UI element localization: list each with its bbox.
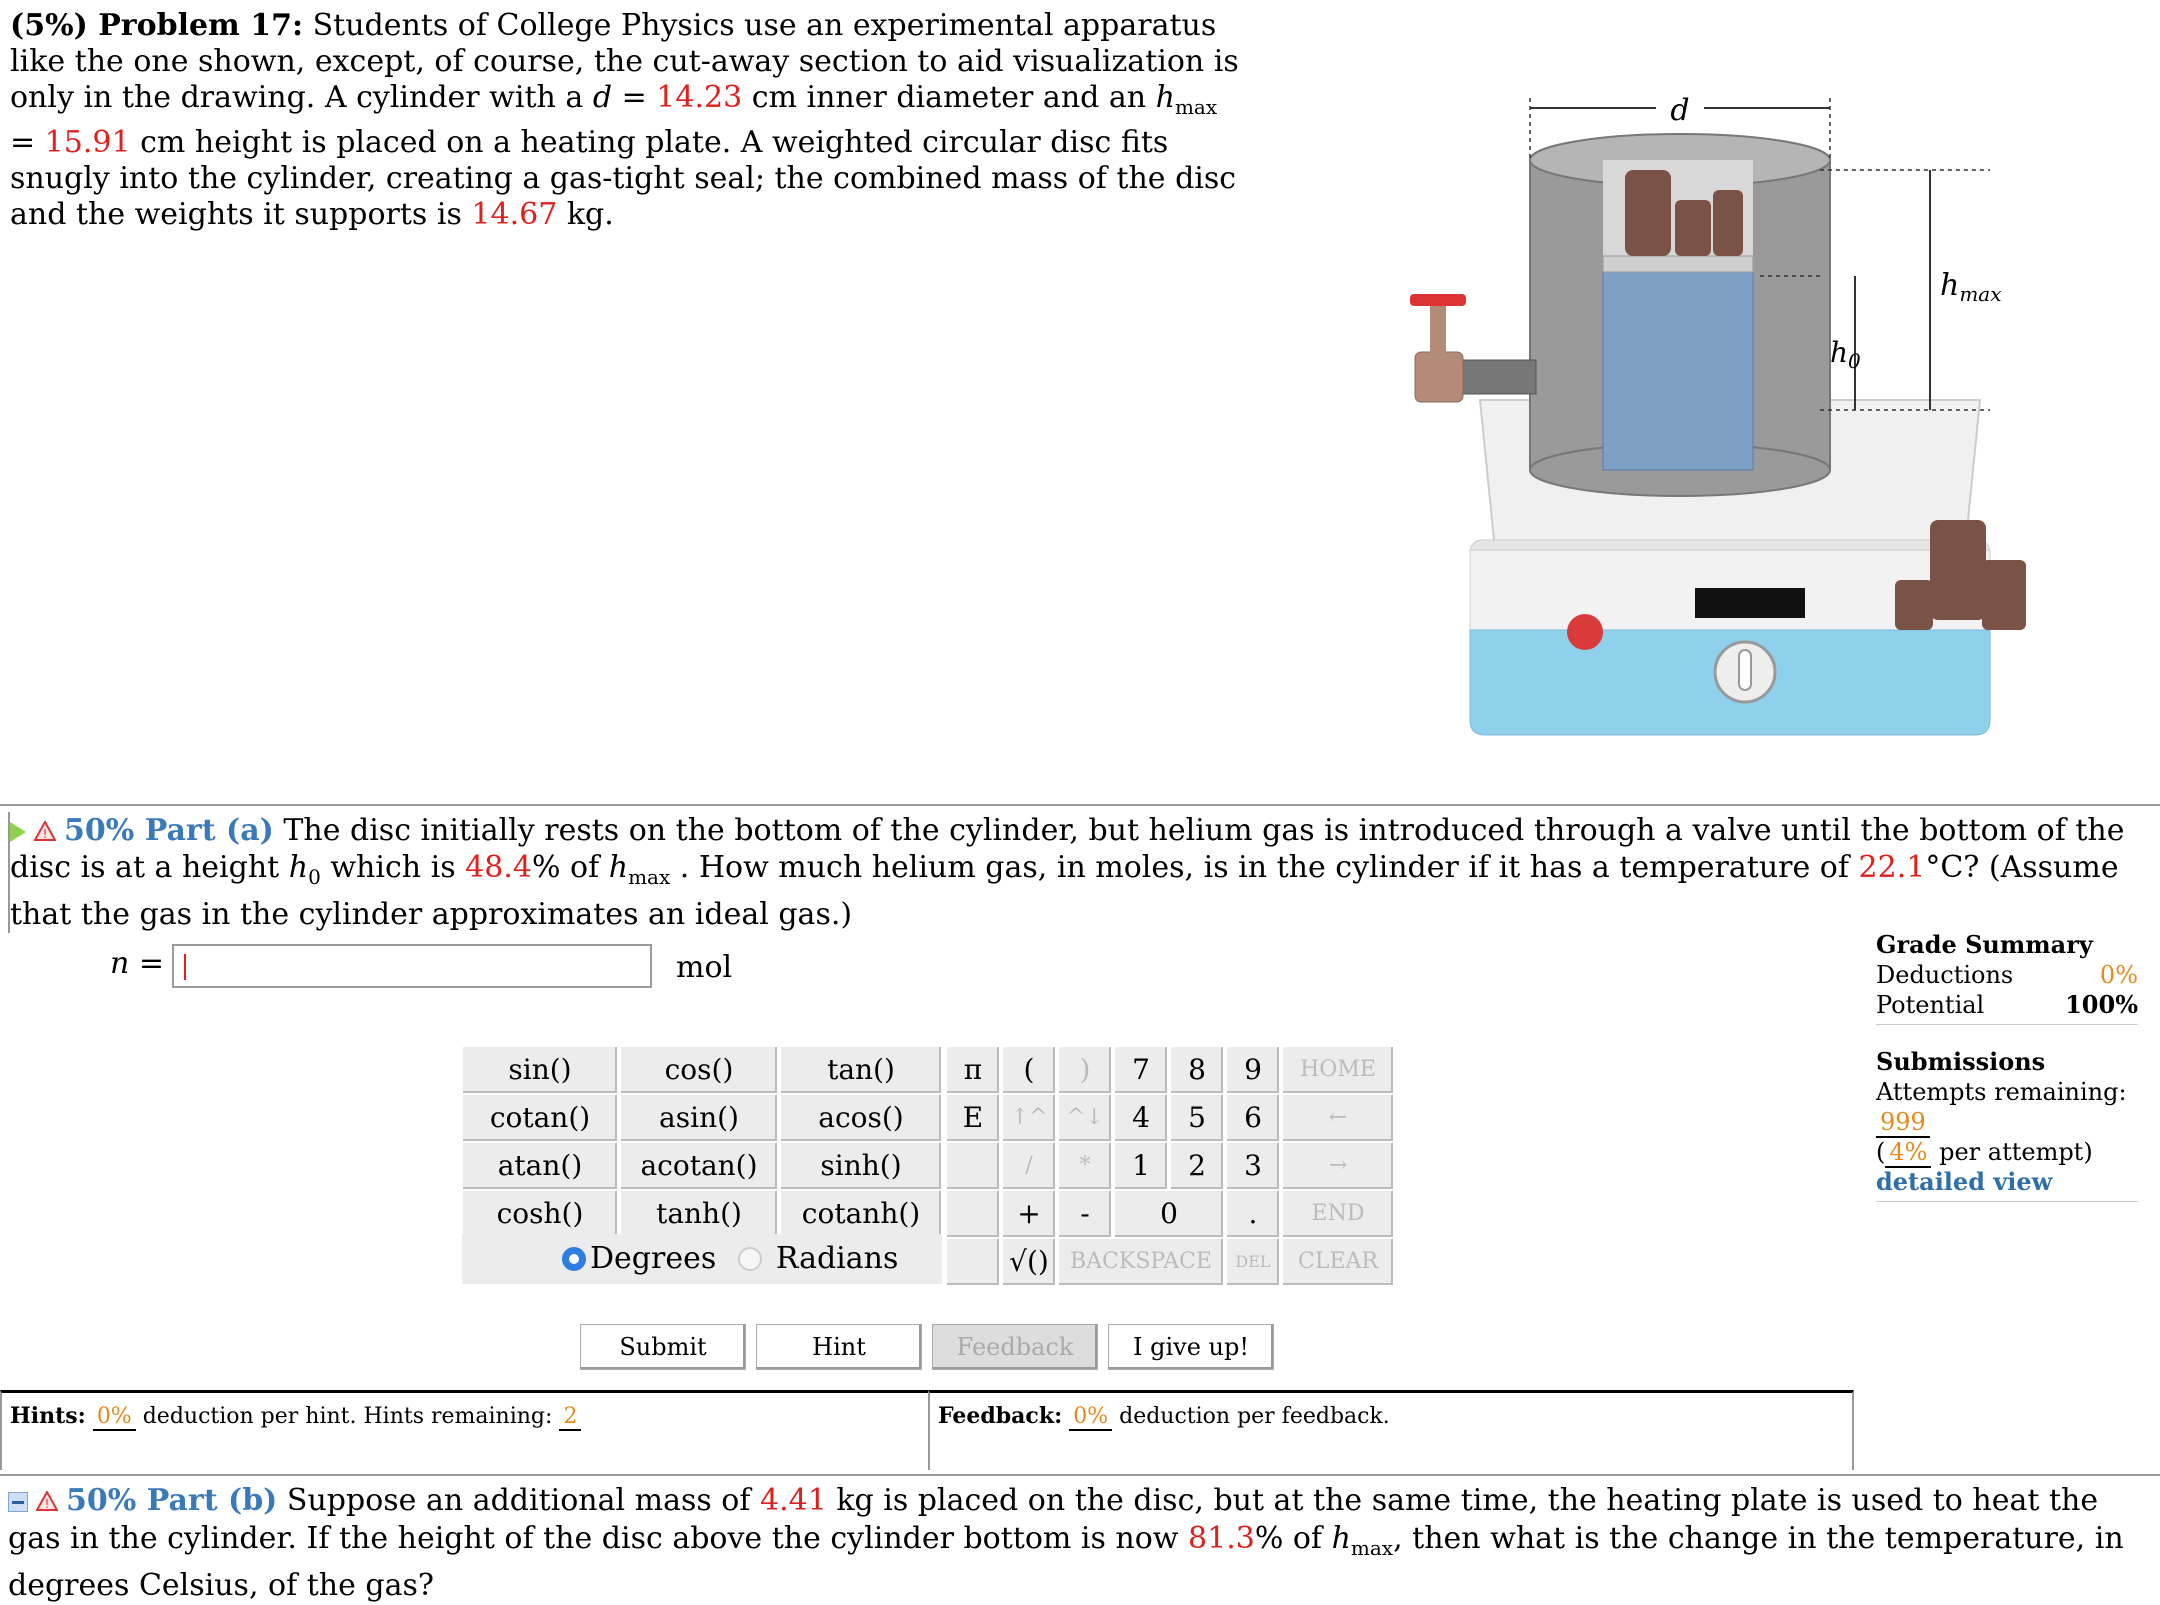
part-b-text-2: kg is placed on the disc, but at the same time, the heating plate is used to heat the gas in the cylinder. If the height of the disc above the cylinder bottom is now — [8, 1483, 2099, 1556]
key-down[interactable]: ^↓ — [1058, 1094, 1112, 1142]
deductions-row — [1876, 960, 2138, 990]
warning-icon — [34, 821, 56, 841]
part-a-temperature: 22.1 — [1858, 850, 1926, 885]
part-b-text-1: Suppose an additional mass of — [286, 1483, 751, 1518]
mass-value: 14.67 — [471, 197, 558, 232]
part-a-percent: 48.4 — [465, 850, 532, 885]
key-rparen[interactable]: ) — [1058, 1046, 1112, 1094]
key-tan[interactable]: tan() — [780, 1046, 942, 1094]
part-a-question — [8, 812, 2150, 933]
key-sqrt[interactable]: √() — [1002, 1238, 1056, 1286]
key-3[interactable]: 3 — [1226, 1142, 1280, 1190]
potential-row — [1876, 990, 2138, 1025]
svg-text:!: ! — [44, 1497, 50, 1511]
answer-label: n = — [110, 946, 164, 981]
attempts-label: Attempts remaining: — [1876, 1078, 2127, 1106]
key-up[interactable]: ↑^ — [1002, 1094, 1056, 1142]
detailed-view-link[interactable]: detailed view — [1876, 1167, 2053, 1196]
d-dim-label: d — [1670, 93, 1690, 128]
key-8[interactable]: 8 — [1170, 1046, 1224, 1094]
key-7[interactable]: 7 — [1114, 1046, 1168, 1094]
part-a-text-3: % of — [531, 850, 600, 885]
key-divide[interactable]: / — [1002, 1142, 1056, 1190]
key-blank-3 — [946, 1238, 1000, 1286]
part-b-mass: 4.41 — [760, 1483, 827, 1518]
svg-text:!: ! — [42, 827, 48, 841]
key-acotan[interactable]: acotan() — [620, 1142, 778, 1190]
feedback-text: deduction per feedback. — [1119, 1404, 1390, 1429]
problem-text-2: cm inner diameter and an — [751, 80, 1147, 115]
submissions-title: Submissions — [1876, 1047, 2046, 1076]
key-cos[interactable]: cos() — [620, 1046, 778, 1094]
h0-dim-label: $h_0$ — [1830, 336, 1861, 373]
answer-unit: mol — [676, 950, 733, 985]
radians-label[interactable]: Radians — [775, 1241, 899, 1276]
d-symbol: d — [592, 80, 613, 115]
key-asin[interactable]: asin() — [620, 1094, 778, 1142]
key-right[interactable]: → — [1282, 1142, 1394, 1190]
key-blank-1 — [946, 1142, 1000, 1190]
feedback-label: Feedback: — [938, 1403, 1063, 1429]
attempts-value: 999 — [1876, 1108, 1930, 1138]
hints-percent: 0% — [93, 1404, 136, 1431]
feedback-panel — [928, 1390, 1854, 1470]
part-b-section — [0, 1474, 2160, 1603]
key-left[interactable]: ← — [1282, 1094, 1394, 1142]
key-plus[interactable]: + — [1002, 1190, 1056, 1238]
hmax-symbol-b: h — [1331, 1521, 1351, 1556]
degrees-label[interactable]: Degrees — [590, 1241, 717, 1276]
part-b-text-4: , then what is the change in the temperature, in degrees Celsius, of the gas? — [8, 1521, 2124, 1603]
degrees-radio[interactable] — [562, 1247, 586, 1271]
part-a-text-1: The disc initially rests on the bottom of the cylinder, but helium gas is introduced through a valve until the bottom of the disc is at a height — [10, 813, 2125, 885]
problem-text-1: Students of College Physics use an experimental apparatus like the one shown, except, of course, the cut-away section to aid visualization is only in the drawing. A cylinder with a — [10, 8, 1239, 115]
key-2[interactable]: 2 — [1170, 1142, 1224, 1190]
key-5[interactable]: 5 — [1170, 1094, 1224, 1142]
text-caret — [184, 954, 186, 980]
key-del[interactable]: DEL — [1226, 1238, 1280, 1286]
key-atan[interactable]: atan() — [462, 1142, 618, 1190]
h0-sub: 0 — [308, 865, 321, 889]
key-end[interactable]: END — [1282, 1190, 1394, 1238]
part-b-text-3: % of — [1254, 1521, 1323, 1556]
hints-remaining: 2 — [559, 1404, 581, 1431]
key-blank-2 — [946, 1190, 1000, 1238]
key-dot[interactable]: . — [1226, 1190, 1280, 1238]
d-value: 14.23 — [656, 80, 743, 115]
hmax-symbol-a: h — [608, 850, 629, 885]
expand-arrow-icon[interactable] — [10, 822, 26, 842]
problem-prefix: (5%) Problem 17: — [10, 8, 304, 43]
key-4[interactable]: 4 — [1114, 1094, 1168, 1142]
problem-text-3: cm height is placed on a heating plate. A weighted circular disc fits snugly into the cylinder, creating a gas-tight seal; the combined mass of the disc and the weights it supports is — [10, 125, 1237, 232]
key-minus[interactable]: - — [1058, 1190, 1112, 1238]
display-screen — [1695, 588, 1805, 618]
grade-summary-title: Grade Summary — [1876, 930, 2093, 959]
key-sin[interactable]: sin() — [462, 1046, 618, 1094]
equals-sign-2: = — [10, 125, 36, 160]
problem-text-4: kg. — [566, 197, 614, 232]
key-acos[interactable]: acos() — [780, 1094, 942, 1142]
hints-panel — [0, 1390, 928, 1470]
key-lparen[interactable]: ( — [1002, 1046, 1056, 1094]
hints-label: Hints: — [10, 1403, 86, 1429]
answer-input[interactable] — [172, 944, 652, 988]
key-home[interactable]: HOME — [1282, 1046, 1394, 1094]
key-tanh[interactable]: tanh() — [620, 1190, 778, 1238]
hmax-dim-label: $h_{max}$ — [1940, 268, 2002, 306]
key-9[interactable]: 9 — [1226, 1046, 1280, 1094]
key-cosh[interactable]: cosh() — [462, 1190, 618, 1238]
h0-symbol: h — [288, 850, 309, 885]
grade-summary — [1876, 930, 2138, 1212]
per-attempt-pct: 4% — [1885, 1138, 1931, 1168]
per-attempt-row — [1876, 1137, 2138, 1167]
hmax-sub-a: max — [628, 865, 671, 889]
key-6[interactable]: 6 — [1226, 1094, 1280, 1142]
potential-label: Potential — [1876, 991, 1985, 1019]
key-cotanh[interactable]: cotanh() — [780, 1190, 942, 1238]
key-clear[interactable]: CLEAR — [1282, 1238, 1394, 1286]
hmax-symbol: h — [1155, 80, 1175, 115]
per-attempt-label: per attempt) — [1939, 1138, 2093, 1166]
deductions-label: Deductions — [1876, 961, 2014, 989]
part-a-text-4: . How much helium gas, in moles, is in the cylinder if it has a temperature of — [679, 850, 1849, 885]
part-b-question — [8, 1482, 2148, 1605]
key-backspace[interactable]: BACKSPACE — [1058, 1238, 1224, 1286]
give-up-button[interactable]: I give up! — [1108, 1324, 1274, 1370]
submit-button[interactable]: Submit — [580, 1324, 746, 1370]
key-0[interactable]: 0 — [1114, 1190, 1224, 1238]
angle-mode-row — [462, 1234, 942, 1284]
key-1[interactable]: 1 — [1114, 1142, 1168, 1190]
part-b-percent: 81.3 — [1188, 1521, 1255, 1556]
part-a-text-2: which is — [330, 850, 456, 885]
radians-radio[interactable] — [738, 1247, 762, 1271]
hmax-value: 15.91 — [44, 125, 131, 160]
paren-open: ( — [1876, 1138, 1886, 1166]
equals-sign: = — [621, 80, 647, 115]
collapse-icon[interactable] — [8, 1492, 28, 1512]
warning-icon-b — [36, 1491, 58, 1511]
feedback-button[interactable]: Feedback — [932, 1324, 1098, 1370]
part-b-title[interactable]: 50% Part (b) — [66, 1483, 278, 1518]
power-indicator-icon — [1567, 614, 1603, 650]
feedback-percent: 0% — [1069, 1404, 1112, 1431]
hmax-sub: max — [1174, 95, 1218, 119]
part-a-text-5: °C? (Assume that the gas in the cylinder approximates an ideal gas.) — [10, 850, 2119, 932]
apparatus-figure — [1390, 80, 2030, 760]
hints-text: deduction per hint. Hints remaining: — [142, 1404, 553, 1429]
deductions-value: 0% — [2099, 961, 2138, 989]
hint-button[interactable]: Hint — [756, 1324, 922, 1370]
hmax-sub-b: max — [1350, 1536, 1394, 1560]
key-pi[interactable]: π — [946, 1046, 1000, 1094]
problem-statement — [10, 8, 1250, 233]
key-sinh[interactable]: sinh() — [780, 1142, 942, 1190]
attempts-row — [1876, 1077, 2138, 1137]
key-multiply[interactable]: * — [1058, 1142, 1112, 1190]
part-a-title[interactable]: 50% Part (a) — [64, 813, 274, 848]
key-e[interactable]: E — [946, 1094, 1000, 1142]
potential-value: 100% — [2065, 990, 2138, 1019]
key-cotan[interactable]: cotan() — [462, 1094, 618, 1142]
